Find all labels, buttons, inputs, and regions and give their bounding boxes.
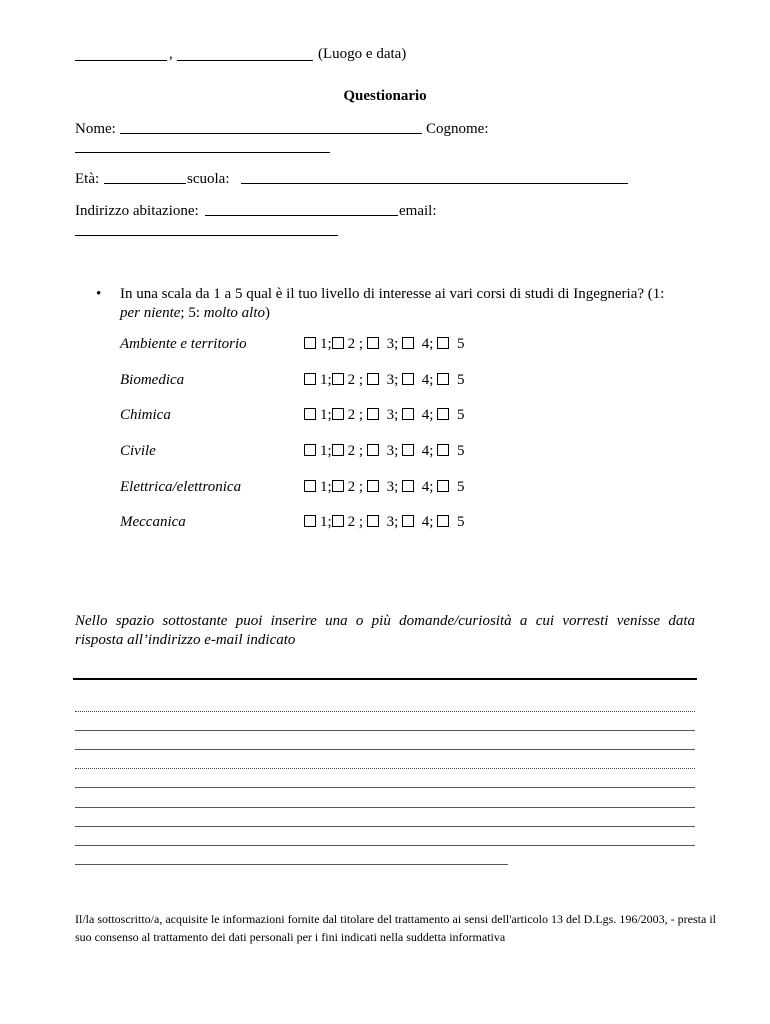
- checkbox[interactable]: [437, 408, 449, 420]
- option-label: 1;: [320, 372, 332, 388]
- checkbox[interactable]: [402, 444, 414, 456]
- question-line-2: [120, 304, 720, 323]
- email-input-line[interactable]: [75, 220, 338, 236]
- rating-option-3[interactable]: [367, 336, 398, 353]
- nome-input-line[interactable]: [120, 118, 422, 134]
- checkbox[interactable]: [332, 515, 344, 527]
- option-label: 5: [456, 443, 465, 459]
- scuola-label: scuola:: [187, 171, 230, 187]
- checkbox[interactable]: [367, 515, 379, 527]
- answer-line-last[interactable]: [75, 864, 508, 865]
- eta-label: Età:: [75, 171, 100, 187]
- checkbox[interactable]: [332, 408, 344, 420]
- date-input-line[interactable]: [177, 45, 313, 61]
- prompt-line-1: Nello spazio sottostante puoi inserire una o più domande/curiosità a cui vorresti venisse data: [75, 613, 695, 629]
- option-label: 4;: [421, 443, 434, 459]
- option-label: 4;: [421, 514, 434, 530]
- rating-options: [304, 514, 464, 531]
- answer-line[interactable]: [75, 807, 695, 808]
- option-label: 4;: [421, 372, 434, 388]
- checkbox[interactable]: [402, 373, 414, 385]
- place-input-line[interactable]: [75, 45, 167, 61]
- checkbox[interactable]: [402, 337, 414, 349]
- answer-line[interactable]: [75, 730, 695, 731]
- rating-option-3[interactable]: [367, 514, 398, 531]
- option-label: 2 ;: [347, 479, 364, 495]
- option-label: 5: [456, 514, 465, 530]
- checkbox[interactable]: [402, 408, 414, 420]
- option-label: 1;: [320, 407, 332, 423]
- rating-options: [304, 407, 464, 424]
- checkbox[interactable]: [437, 373, 449, 385]
- checkbox[interactable]: [332, 444, 344, 456]
- option-label: 3;: [386, 372, 399, 388]
- option-label: 5: [456, 372, 465, 388]
- checkbox[interactable]: [304, 515, 316, 527]
- cognome-input-line[interactable]: [75, 137, 330, 153]
- indirizzo-input-line[interactable]: [205, 200, 398, 216]
- rating-option-1[interactable]: [304, 514, 332, 531]
- rating-option-1[interactable]: [304, 407, 332, 424]
- course-label: Civile: [120, 443, 156, 459]
- checkbox[interactable]: [304, 444, 316, 456]
- rating-option-5[interactable]: [437, 336, 464, 353]
- scale-min-label: per niente: [120, 305, 181, 321]
- option-label: 2 ;: [347, 407, 364, 423]
- rating-option-1[interactable]: [304, 443, 332, 460]
- rating-option-3[interactable]: [367, 407, 398, 424]
- option-label: 5: [456, 336, 465, 352]
- answer-line[interactable]: [75, 749, 695, 750]
- checkbox[interactable]: [367, 337, 379, 349]
- rating-option-5[interactable]: [437, 407, 464, 424]
- consent-line-2: suo consenso al trattamento dei dati personali per i fini indicati nella suddetta informativa: [75, 930, 506, 944]
- checkbox[interactable]: [304, 408, 316, 420]
- scale-sep: ; 5:: [180, 305, 204, 321]
- checkbox[interactable]: [367, 373, 379, 385]
- rating-option-5[interactable]: [437, 514, 464, 531]
- option-label: 3;: [386, 443, 399, 459]
- course-label: Biomedica: [120, 372, 185, 388]
- checkbox[interactable]: [402, 515, 414, 527]
- option-label: 2 ;: [347, 443, 364, 459]
- answer-line[interactable]: [75, 711, 695, 712]
- scale-close: ): [265, 305, 271, 321]
- option-label: 1;: [320, 514, 332, 530]
- option-label: 4;: [421, 479, 434, 495]
- option-label: 2 ;: [347, 372, 364, 388]
- rating-option-2[interactable]: [332, 479, 363, 496]
- rating-option-3[interactable]: [367, 372, 398, 389]
- rating-option-2[interactable]: [332, 372, 363, 389]
- scale-max-label: molto alto: [203, 305, 266, 321]
- course-label: Chimica: [120, 407, 171, 423]
- checkbox[interactable]: [437, 515, 449, 527]
- checkbox[interactable]: [367, 408, 379, 420]
- free-text-prompt: [75, 612, 695, 650]
- checkbox[interactable]: [437, 444, 449, 456]
- rating-option-4[interactable]: [402, 514, 433, 531]
- prompt-line-2: risposta all’indirizzo e-mail indicato: [75, 632, 296, 648]
- course-label: Ambiente e territorio: [120, 336, 247, 352]
- checkbox[interactable]: [367, 444, 379, 456]
- scuola-input-line[interactable]: [241, 168, 628, 184]
- option-label: 3;: [386, 514, 399, 530]
- rating-option-3[interactable]: [367, 479, 398, 496]
- checkbox[interactable]: [332, 373, 344, 385]
- cognome-label: Cognome:: [426, 121, 489, 137]
- rating-option-3[interactable]: [367, 443, 398, 460]
- option-label: 5: [456, 407, 465, 423]
- rating-options: [304, 336, 464, 353]
- rating-option-4[interactable]: [402, 336, 433, 353]
- nome-label: Nome:: [75, 121, 116, 137]
- rating-option-1[interactable]: [304, 372, 332, 389]
- rating-options: [304, 372, 464, 389]
- answer-line[interactable]: [75, 826, 695, 827]
- rating-options: [304, 443, 464, 460]
- rating-option-5[interactable]: [437, 443, 464, 460]
- answer-top-rule: [73, 678, 697, 680]
- checkbox[interactable]: [332, 337, 344, 349]
- rating-option-5[interactable]: [437, 479, 464, 496]
- checkbox[interactable]: [402, 480, 414, 492]
- answer-line[interactable]: [75, 845, 695, 846]
- rating-options: [304, 479, 464, 496]
- checkbox[interactable]: [437, 480, 449, 492]
- option-label: 4;: [421, 407, 434, 423]
- option-label: 5: [456, 479, 465, 495]
- option-label: 1;: [320, 336, 332, 352]
- rating-option-2[interactable]: [332, 336, 363, 353]
- rating-option-4[interactable]: [402, 443, 433, 460]
- answer-line[interactable]: [75, 787, 695, 788]
- place-date-separator: ,: [169, 46, 173, 62]
- rating-option-4[interactable]: [402, 479, 433, 496]
- option-label: 4;: [421, 336, 434, 352]
- page-title: Questionario: [343, 88, 427, 104]
- consent-text: [75, 910, 716, 946]
- place-date-label: (Luogo e data): [318, 46, 407, 62]
- course-label: Meccanica: [120, 514, 186, 530]
- rating-option-2[interactable]: [332, 407, 363, 424]
- checkbox[interactable]: [304, 337, 316, 349]
- eta-input-line[interactable]: [104, 168, 186, 184]
- rating-option-2[interactable]: [332, 514, 363, 531]
- consent-line-1: Il/la sottoscritto/a, acquisite le informazioni fornite dal titolare del trattamento ai sensi dell'articolo 13 del D.Lgs. 196/2003, - presta il: [75, 912, 716, 926]
- checkbox[interactable]: [304, 373, 316, 385]
- option-label: 3;: [386, 479, 399, 495]
- indirizzo-label: Indirizzo abitazione:: [75, 203, 199, 219]
- rating-option-1[interactable]: [304, 336, 332, 353]
- rating-option-4[interactable]: [402, 407, 433, 424]
- checkbox[interactable]: [367, 480, 379, 492]
- email-label: email:: [399, 203, 437, 219]
- rating-option-2[interactable]: [332, 443, 363, 460]
- checkbox[interactable]: [332, 480, 344, 492]
- question-line-1: In una scala da 1 a 5 qual è il tuo livello di interesse ai vari corsi di studi di Ingegneria? (1:: [120, 286, 665, 302]
- option-label: 2 ;: [347, 336, 364, 352]
- bullet-icon: •: [96, 286, 102, 302]
- option-label: 3;: [386, 336, 399, 352]
- rating-option-4[interactable]: [402, 372, 433, 389]
- course-label: Elettrica/elettronica: [120, 479, 242, 495]
- option-label: 2 ;: [347, 514, 364, 530]
- checkbox[interactable]: [437, 337, 449, 349]
- question-text: [120, 285, 720, 323]
- option-label: 1;: [320, 479, 332, 495]
- option-label: 1;: [320, 443, 332, 459]
- checkbox[interactable]: [304, 480, 316, 492]
- option-label: 3;: [386, 407, 399, 423]
- rating-option-1[interactable]: [304, 479, 332, 496]
- answer-line[interactable]: [75, 768, 695, 769]
- rating-option-5[interactable]: [437, 372, 464, 389]
